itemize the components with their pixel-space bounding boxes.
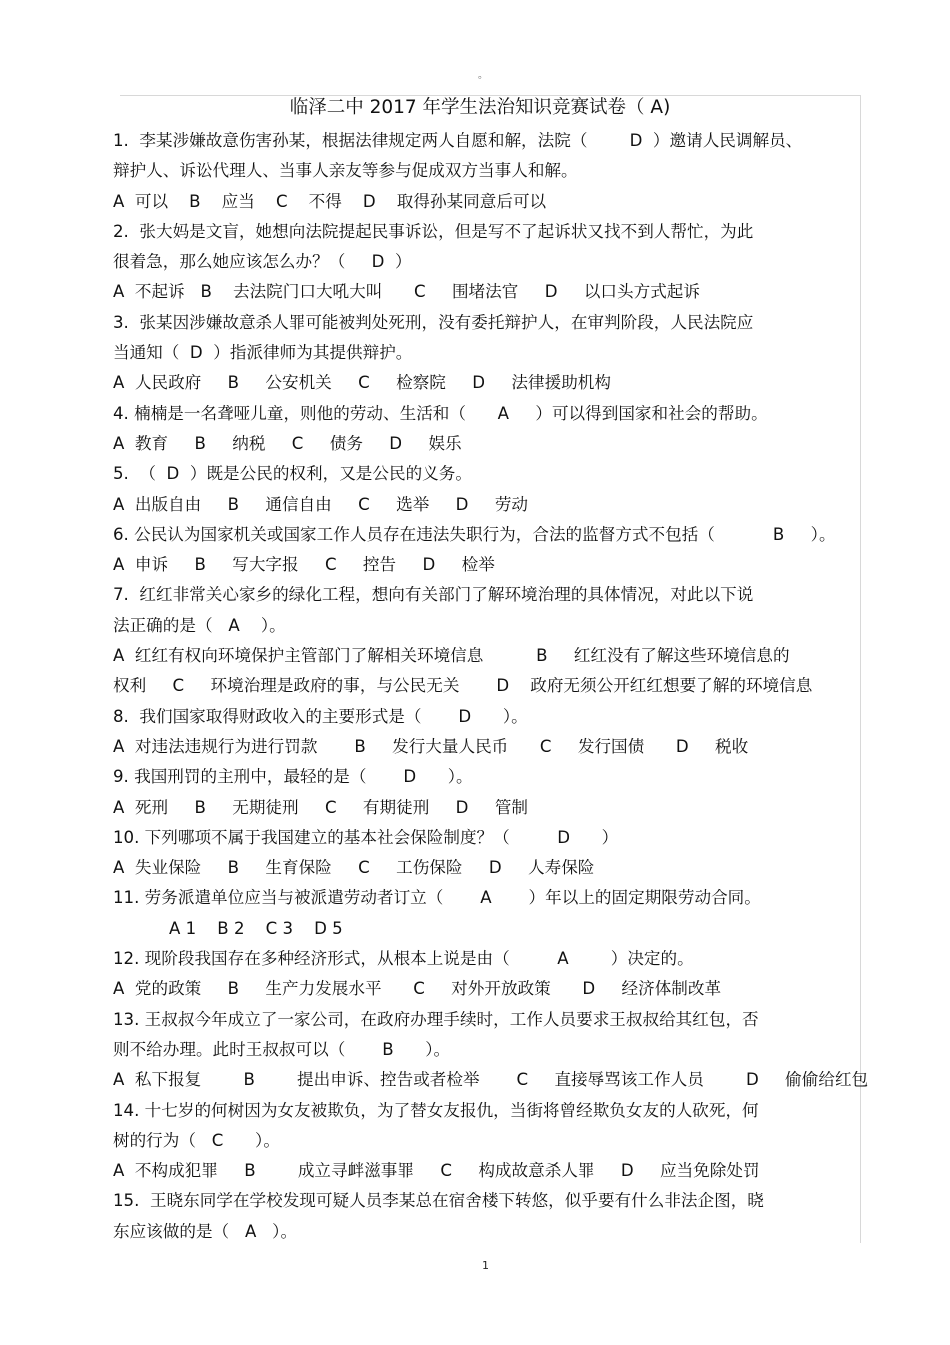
text-line: A 私下报复 B 提出申诉、控告或者检举 C 直接辱骂该工作人员 D 偷偷给红包 xyxy=(113,1070,869,1090)
text-line: A 不起诉 B 去法院门口大吼大叫 C 围堵法官 D 以口头方式起诉 xyxy=(113,282,700,302)
text-line: 13. 王叔叔今年成立了一家公司，在政府办理手续时，工作人员要求王叔叔给其红包，否 xyxy=(113,1009,759,1029)
text-line: 15. 王晓东同学在学校发现可疑人员李某总在宿舍楼下转悠，似乎要有什么非法企图，晓 xyxy=(113,1191,764,1211)
text-line: 3. 张某因涉嫌故意杀人罪可能被判处死刑，没有委托辩护人，在审判阶段，人民法院应 xyxy=(113,312,754,332)
text-line: 12. 现阶段我国存在多种经济形式，从根本上说是由（ A ）决定的。 xyxy=(113,949,694,969)
text-line: A 1 B 2 C 3 D 5 xyxy=(169,918,343,938)
text-line: 1. 李某涉嫌故意伤害孙某，根据法律规定两人自愿和解，法院（ D ）邀请人民调解员、 xyxy=(113,131,803,150)
text-line: 9. 我国刑罚的主刑中，最轻的是（ D ）。 xyxy=(113,767,473,787)
text-line: 辩护人、诉讼代理人、当事人亲友等参与促成双方当事人和解。 xyxy=(113,161,578,181)
text-line: 10. 下列哪项不属于我国建立的基本社会保险制度？（ D ） xyxy=(113,827,619,847)
text-line: A 不构成犯罪 B 成立寻衅滋事罪 C 构成故意杀人罪 D 应当免除处罚 xyxy=(113,1161,760,1181)
text-line: 东应该做的是（ A ）。 xyxy=(113,1221,298,1241)
text-line: A 出版自由 B 通信自由 C 选举 D 劳动 xyxy=(113,494,529,514)
text-line: A 可以 B 应当 C 不得 D 取得孙某同意后可以 xyxy=(113,191,547,211)
text-line: 11. 劳务派遣单位应当与被派遣劳动者订立（ A ）年以上的固定期限劳动合同。 xyxy=(113,888,761,908)
text-line: A 人民政府 B 公安机关 C 检察院 D 法律援助机构 xyxy=(113,373,611,393)
text-line: 6. 公民认为国家机关或国家工作人员存在违法失职行为，合法的监督方式不包括（ B ）。 xyxy=(113,524,836,544)
text-line: 法正确的是（ A ）。 xyxy=(113,615,286,635)
text-line: A 对违法违规行为进行罚款 B 发行大量人民币 C 发行国债 D 税收 xyxy=(113,736,749,756)
text-line: 8. 我们国家取得财政收入的主要形式是（ D ）。 xyxy=(113,706,528,726)
page-number: 1 xyxy=(482,1259,489,1272)
text-line: 4. 楠楠是一名聋哑儿童，则他的劳动、生活和（ A ）可以得到国家和社会的帮助。 xyxy=(113,403,768,423)
text-line: A 红红有权向环境保护主管部门了解相关环境信息 B 红红没有了解这些环境信息的 xyxy=(113,646,790,666)
text-line: 权利 C 环境治理是政府的事，与公民无关 D 政府无须公开红红想要了解的环境信息 xyxy=(113,676,813,696)
text-line: 14. 十七岁的何树因为女友被欺负，为了替女友报仇，当街将曾经欺负女友的人砍死，何 xyxy=(113,1100,759,1120)
page-title: 临泽二中 2017 年学生法治知识竞赛试卷（ A) xyxy=(289,97,671,118)
text-line: A 教育 B 纳税 C 债务 D 娱乐 xyxy=(113,433,462,453)
text-line: 2. 张大妈是文盲，她想向法院提起民事诉讼，但是写不了起诉状又找不到人帮忙，为此 xyxy=(113,221,754,241)
text-line: A 申诉 B 写大字报 C 控告 D 检举 xyxy=(113,555,495,575)
text-line: 7. 红红非常关心家乡的绿化工程，想向有关部门了解环境治理的具体情况，对此以下说 xyxy=(113,585,754,605)
text-line: 很着急，那么她应该怎么办？（ D ） xyxy=(113,252,412,272)
text-line: 当通知（ D ）指派律师为其提供辩护。 xyxy=(113,343,413,363)
text-line: 5. （ D ）既是公民的权利，又是公民的义务。 xyxy=(113,464,472,484)
header-dot: 。 xyxy=(478,70,488,81)
exam-body xyxy=(113,126,873,1247)
text-line: A 死刑 B 无期徒刑 C 有期徒刑 D 管制 xyxy=(113,797,529,817)
text-line: 则不给办理。此时王叔叔可以（ B ）。 xyxy=(113,1039,451,1059)
text-line: A 失业保险 B 生育保险 C 工伤保险 D 人寿保险 xyxy=(113,858,595,878)
text-line: A 党的政策 B 生产力发展水平 C 对外开放政策 D 经济体制改革 xyxy=(113,979,722,999)
text-line: 树的行为（ C ）。 xyxy=(113,1130,280,1150)
